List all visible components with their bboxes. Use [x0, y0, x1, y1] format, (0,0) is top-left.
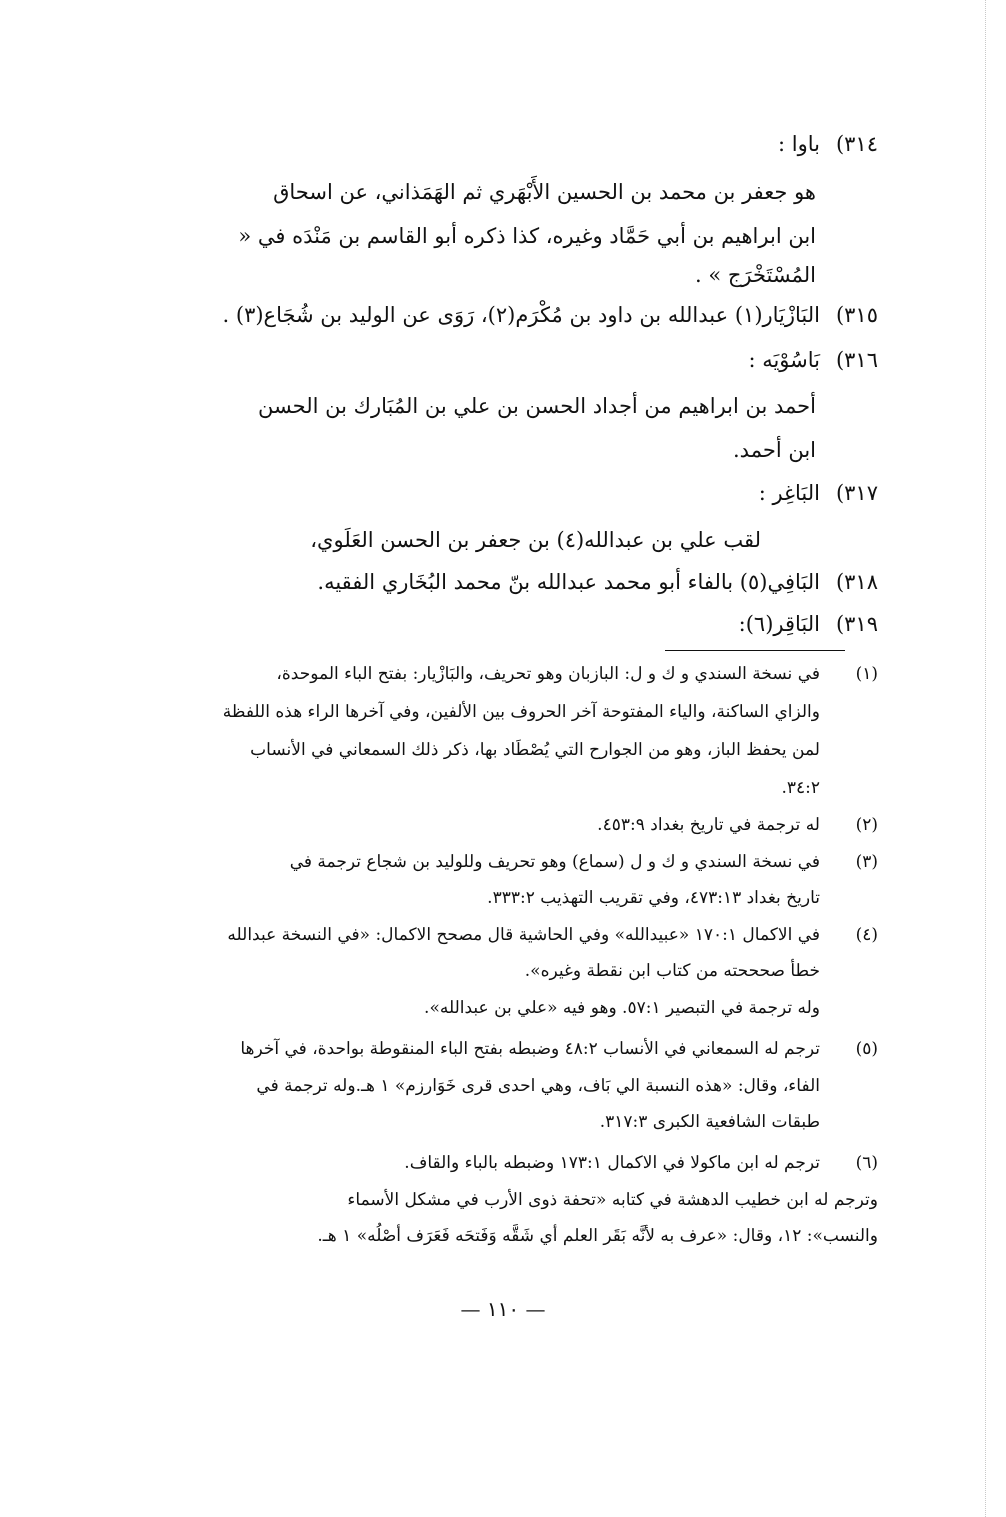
entry-number: ٣١٨)	[835, 570, 878, 594]
footnote-4-line-2: خطأ صحححته من كتاب ابن نقطة وغيره».	[524, 961, 820, 981]
footnote-text: له ترجمة في تاريخ بغداد ٤٥٣:٩.	[597, 815, 820, 835]
entry-314-line-1: هو جعفر بن محمد بن الحسين الأَبْهَري ثم الهَمَذاني، عن اسحاق	[273, 180, 816, 204]
footnote-6-line-1	[404, 1153, 878, 1173]
footnote-number: (٢)	[855, 815, 878, 835]
page-number: — ١١٠ —	[460, 1297, 546, 1321]
footnote-5-line-3: طبقات الشافعية الكبرى ٣١٧:٣.	[599, 1112, 820, 1132]
footnote-3-line-1	[290, 852, 878, 872]
entry-316-heading	[748, 348, 878, 372]
footnote-separator	[665, 650, 845, 651]
entry-title: باوا :	[778, 132, 820, 156]
footnote-2	[597, 815, 878, 835]
footnote-number: (١)	[855, 664, 878, 684]
entry-317-line-1: لقب علي بن عبدالله(٤) بن جعفر بن الحسن العَلَوي،	[310, 528, 761, 552]
footnote-number: (٦)	[855, 1153, 878, 1173]
footnote-1-line-2: والزاي الساكنة، والياء المفتوحة آخر الحروف بين الألفين، وفي آخرها الراء هذه اللفظة	[222, 702, 820, 722]
entry-text: البَازْيَار(١) عبدالله بن داود بن مُكْرَم(٢)، رَوَى عن الوليد بن شُجَاع(٣) .	[222, 303, 820, 327]
footnote-5-line-2: الفاء، وقال: «هذه النسبة الي بَاف، وهي احدى قرى خَوَارزم» ١ هـ.وله ترجمة في	[256, 1076, 820, 1096]
entry-314-heading	[778, 132, 878, 156]
entry-316-line-2: ابن أحمد.	[733, 438, 816, 462]
footnote-text: ترجم له السمعاني في الأنساب ٤٨:٢ وضبطه بفتح الباء المنقوطة بواحدة، في آخرها	[240, 1039, 820, 1059]
entry-number: ٣١٤)	[835, 132, 878, 156]
footnote-text: ترجم له ابن ماكولا في الاكمال ١٧٣:١ وضبطه بالباء والقاف.	[404, 1153, 820, 1173]
entry-number: ٣١٥)	[835, 303, 878, 327]
entry-319	[739, 612, 878, 636]
entry-316-line-1: أحمد بن ابراهيم من أجداد الحسن بن علي بن المُبَارك بن الحسن	[257, 394, 816, 418]
entry-text: البَاقِر(٦):	[738, 612, 820, 636]
footnote-6-line-3: والنسب»: ١٢، وقال: «عرف به لأنَّه بَقَر العلم أي شَقَّه وَفَتحَه فَعَرَف أصْلُه» ١ هـ.	[317, 1226, 878, 1246]
footnote-text: في الاكمال ١٧٠:١ «عبيدالله» وفي الحاشية قال مصحح الاكمال: «في النسخة عبدالله	[227, 925, 820, 945]
entry-314-line-2: ابن ابراهيم بن أبي حَمَّاد وغيره، كذا ذكره أبو القاسم بن مَنْدَه في «	[238, 224, 816, 248]
entry-text: البَافِي(٥) بالفاء أبو محمد عبدالله بنّ محمد البُخَاري الفقيه.	[317, 570, 820, 594]
footnote-1-line-4: ٣٤:٢.	[781, 778, 820, 798]
entry-317-heading	[759, 481, 878, 505]
footnote-4-line-3: وله ترجمة في التبصير ٥٧:١. وهو فيه «علي بن عبدالله».	[424, 998, 820, 1018]
entry-number: ٣١٦)	[835, 348, 878, 372]
footnote-number: (٥)	[855, 1039, 878, 1059]
entry-number: ٣١٩)	[835, 612, 878, 636]
entry-title: البَاغِر :	[758, 481, 820, 505]
footnote-1-line-3: لمن يحفظ الباز، وهو من الجوارح التي يُصْطَاد بها، ذكر ذلك السمعاني في الأنساب	[250, 740, 820, 760]
entry-315	[223, 303, 878, 327]
entry-314-line-3: المُسْتَخْرَج » .	[694, 263, 816, 287]
footnote-4-line-1	[227, 925, 878, 945]
footnote-3-line-2: تاريخ بغداد ٤٧٣:١٣، وفي تقريب التهذيب ٣٣٣:٢.	[487, 888, 820, 908]
footnote-5-line-1	[240, 1039, 878, 1059]
scan-edge-divider	[985, 0, 987, 1517]
footnote-text: في نسخة السندي و ك و ل: البازبان وهو تحريف، والبَازْيار: بفتح الباء الموحدة،	[276, 664, 820, 684]
entry-318	[317, 570, 878, 594]
footnote-number: (٤)	[855, 925, 878, 945]
footnote-number: (٣)	[855, 852, 878, 872]
footnote-text: في نسخة السندي و ك و ل (سماع) وهو تحريف وللوليد بن شجاع ترجمة في	[289, 852, 820, 872]
entry-title: بَاسُوْيَه :	[748, 348, 820, 372]
footnote-6-line-2: وترجم له ابن خطيب الدهشة في كتابه «تحفة ذوى الأرب في مشكل الأسماء	[347, 1190, 878, 1210]
entry-number: ٣١٧)	[835, 481, 878, 505]
footnote-1-line-1	[276, 664, 878, 684]
